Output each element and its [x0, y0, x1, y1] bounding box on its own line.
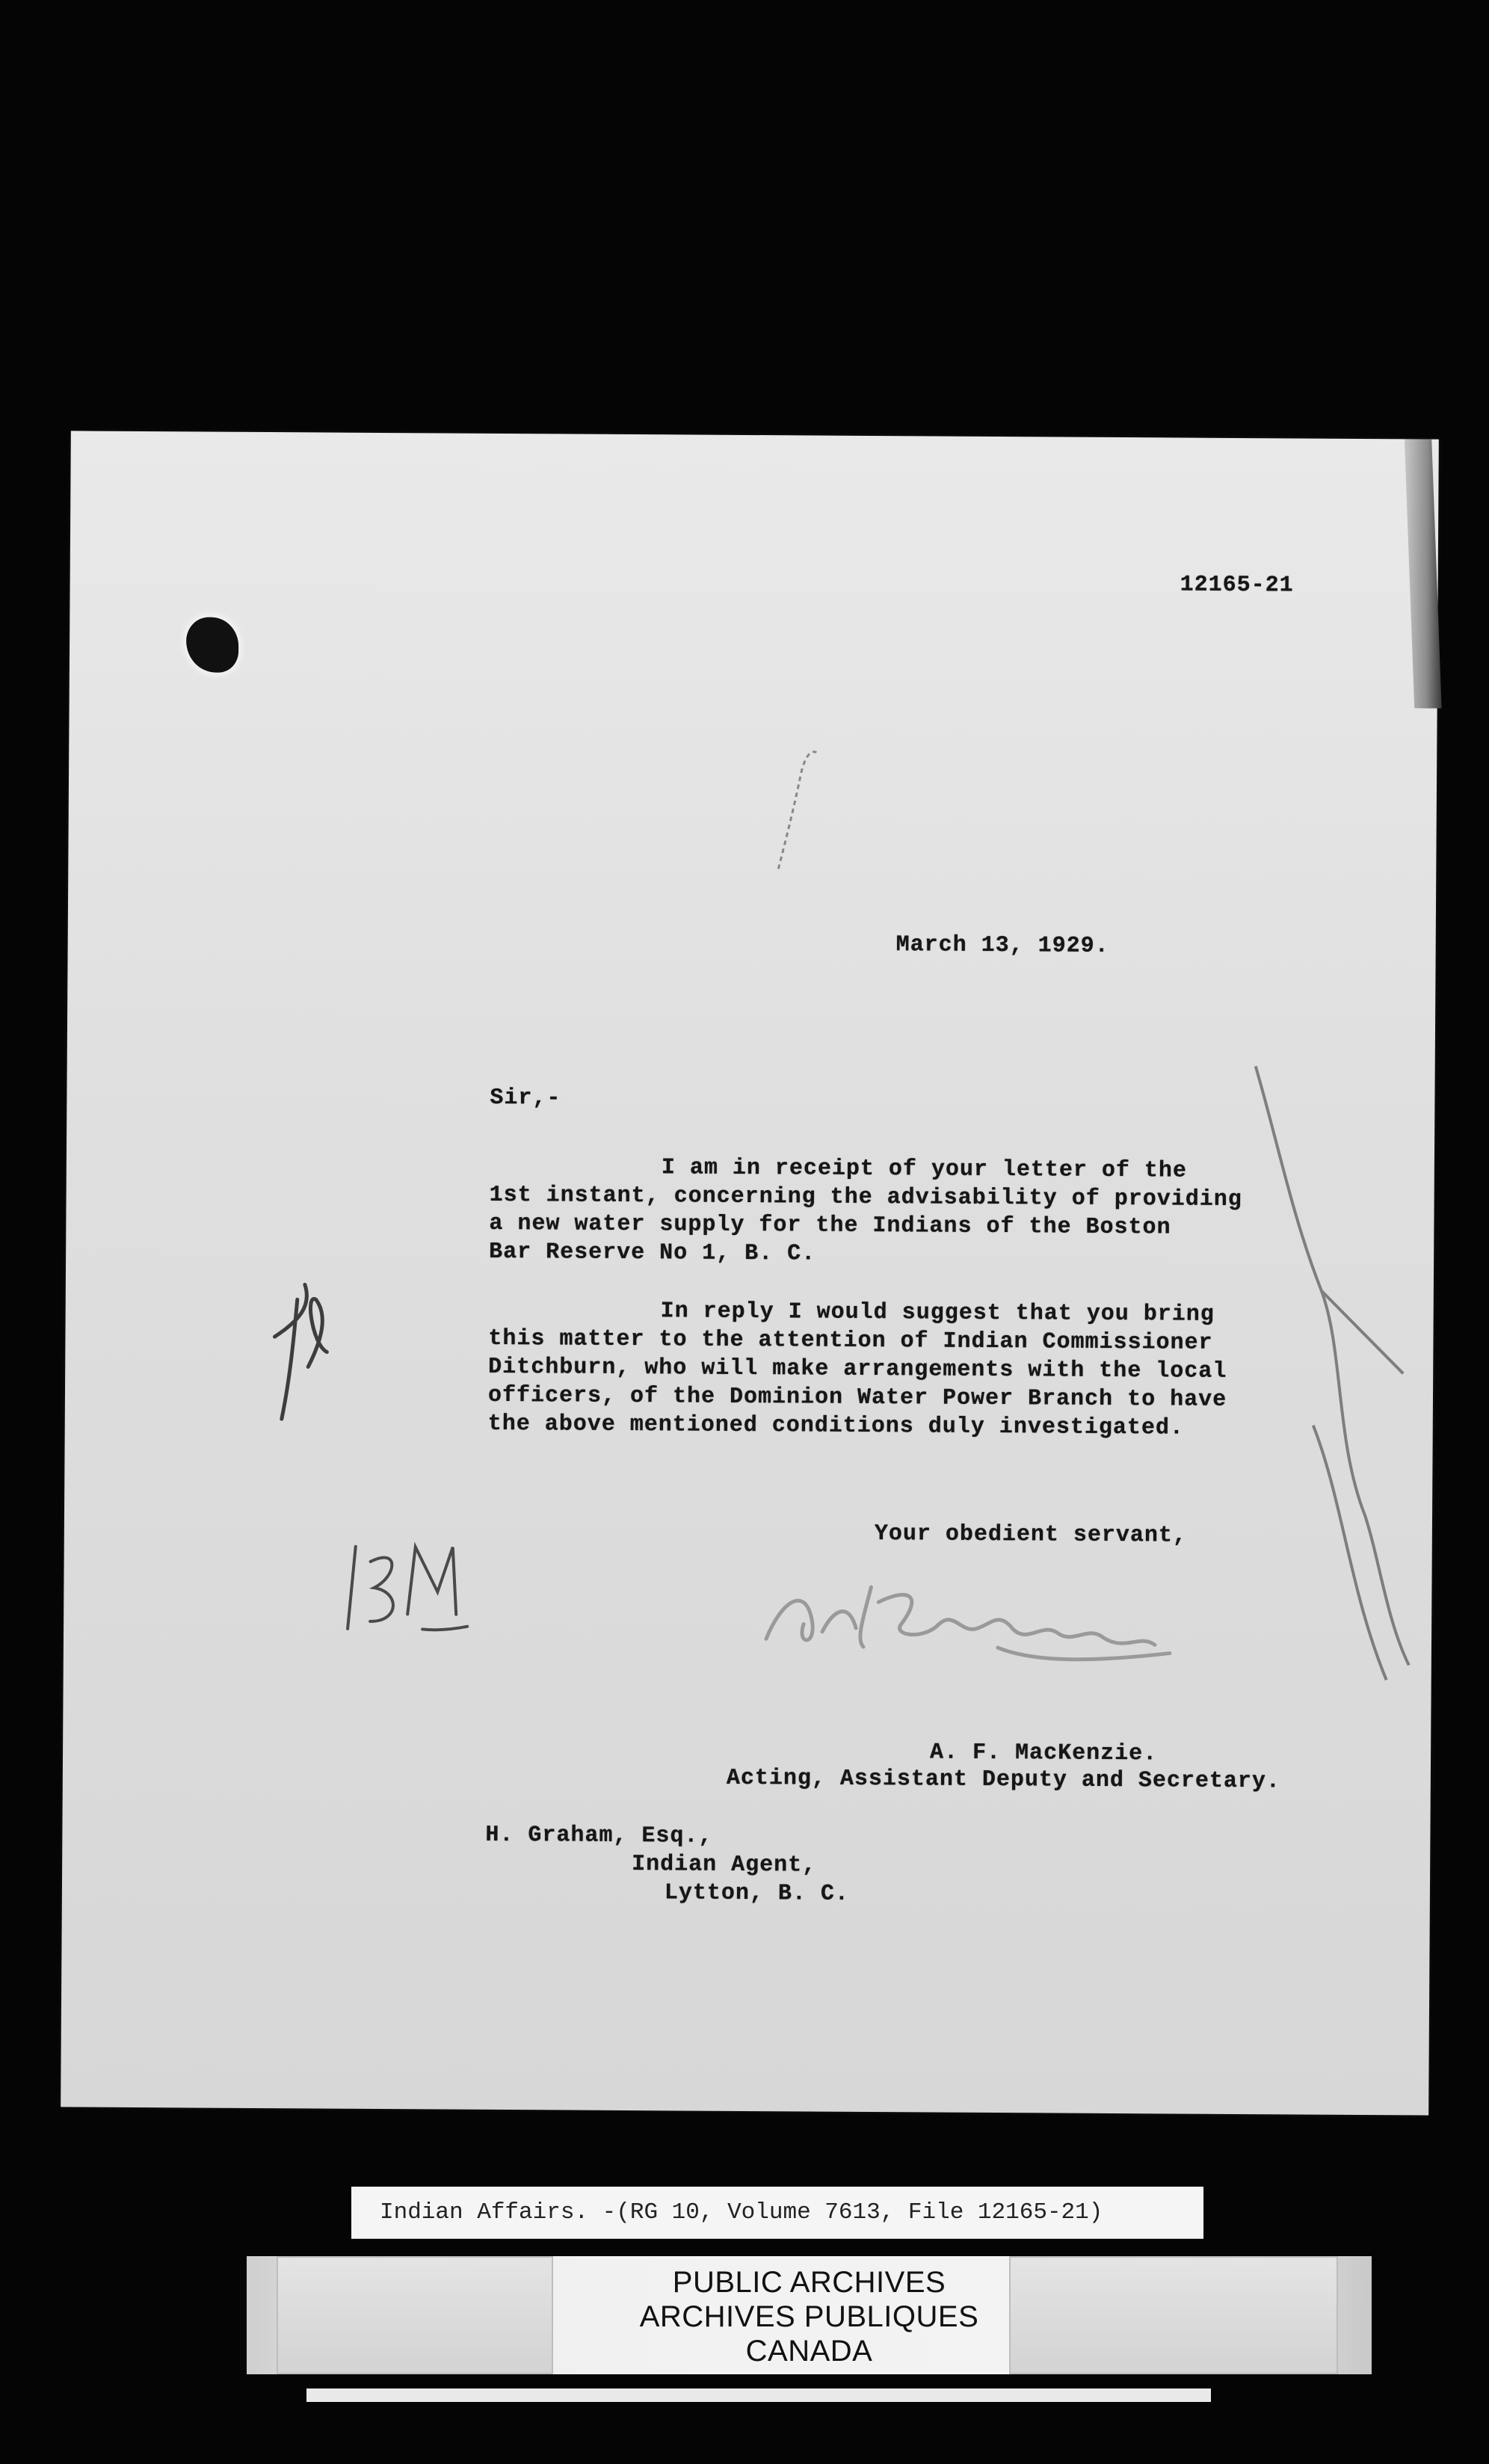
recipient-line: Indian Agent, — [632, 1852, 817, 1879]
handwritten-signature — [751, 1556, 1200, 1672]
signer-name: A. F. MacKenzie. — [929, 1740, 1158, 1767]
closing: Your obedient servant, — [874, 1521, 1188, 1549]
paragraph-2-line: the above mentioned conditions duly investigated. — [487, 1411, 1185, 1441]
letter-date: March 13, 1929. — [895, 932, 1109, 959]
archive-stamp-band — [247, 2256, 1372, 2374]
paragraph-2-line: this matter to the attention of Indian Commissioner — [488, 1325, 1213, 1356]
recipient-line: Lytton, B. C. — [664, 1880, 850, 1907]
paragraph-1-line: I am in receipt of your letter of the — [661, 1155, 1188, 1184]
crease-shadow — [1227, 1051, 1427, 1950]
salutation: Sir,- — [490, 1085, 561, 1112]
margin-initials-1 — [252, 1254, 342, 1435]
pencil-mark — [763, 742, 824, 876]
paragraph-2-line: Ditchburn, who will make arrangements with the local — [488, 1354, 1227, 1385]
paragraph-2-line: officers, of the Dominion Water Power Branch to have — [487, 1382, 1227, 1413]
stamp-line: ARCHIVES PUBLIQUES — [639, 2300, 979, 2333]
archive-stamp — [247, 2265, 1372, 2368]
stamp-line: CANADA — [745, 2335, 873, 2368]
paragraph-2-line: In reply I would suggest that you bring — [660, 1299, 1215, 1328]
archive-reference-label: Indian Affairs. -(RG 10, Volume 7613, File 12165-21) — [351, 2187, 1203, 2239]
paragraph-1-line: a new water supply for the Indians of the Boston — [489, 1210, 1171, 1241]
paragraph-2 — [488, 1296, 1227, 1443]
margin-initials-2 — [333, 1517, 483, 1645]
recipient-block — [485, 1821, 850, 1909]
stamp-line: PUBLIC ARCHIVES — [672, 2266, 946, 2299]
letter-page — [61, 431, 1439, 2115]
bottom-label-edge — [306, 2388, 1211, 2402]
page-edge-curl — [1403, 439, 1443, 708]
paragraph-1-line: 1st instant, concerning the advisability of providing — [489, 1182, 1242, 1213]
signer-title: Acting, Assistant Deputy and Secretary. — [726, 1765, 1281, 1795]
file-number: 12165-21 — [1180, 572, 1294, 599]
punch-hole — [186, 617, 238, 672]
recipient-line: H. Graham, Esq., — [485, 1822, 713, 1849]
paragraph-1 — [489, 1153, 1242, 1271]
paragraph-1-line: Bar Reserve No 1, B. C. — [489, 1239, 816, 1267]
